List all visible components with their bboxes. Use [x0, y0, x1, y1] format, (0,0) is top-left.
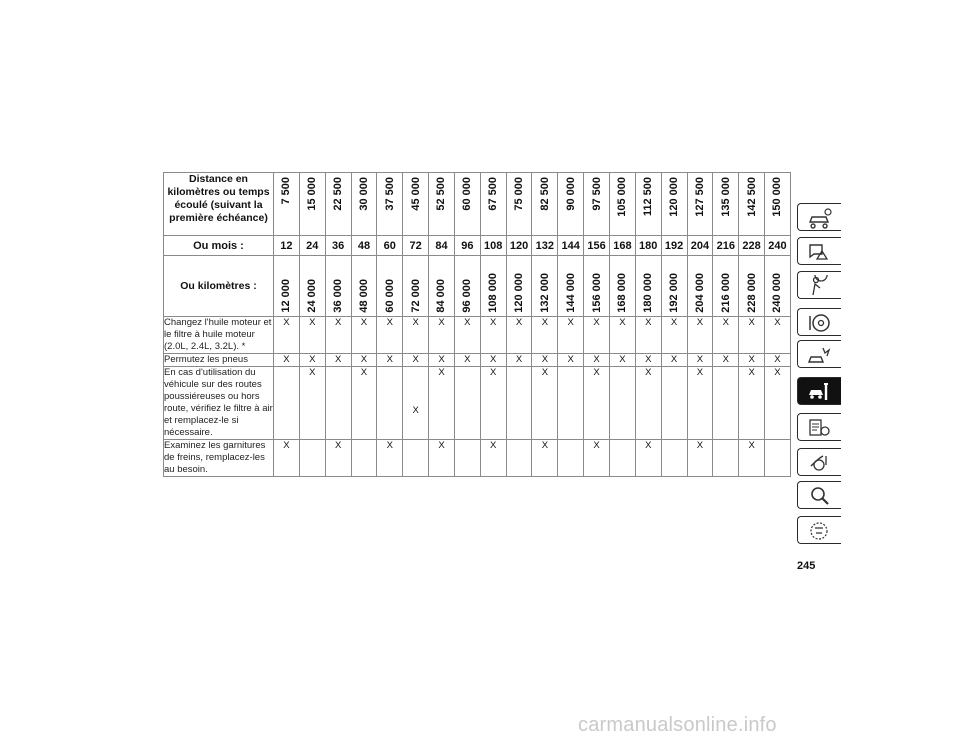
- schedule-mark: X: [765, 317, 791, 354]
- schedule-mark: X: [609, 354, 635, 367]
- schedule-mark: X: [299, 367, 325, 440]
- schedule-mark: X: [429, 317, 455, 354]
- chapter-tab[interactable]: [797, 237, 841, 265]
- month-value: 60: [377, 236, 403, 256]
- distance-value: 37 500: [383, 177, 396, 211]
- distance-value: 15 000: [306, 177, 319, 211]
- schedule-mark: X: [635, 440, 661, 477]
- month-value: 108: [480, 236, 506, 256]
- schedule-mark: [403, 440, 429, 477]
- km-row: [164, 256, 791, 317]
- distance-cell: [429, 173, 455, 236]
- chapter-tab[interactable]: [797, 413, 841, 441]
- month-value: 144: [558, 236, 584, 256]
- schedule-mark: [403, 367, 429, 440]
- chapter-tab[interactable]: [797, 308, 841, 336]
- month-value: 156: [584, 236, 610, 256]
- distance-value: 150 000: [771, 177, 784, 217]
- schedule-mark: X: [532, 317, 558, 354]
- schedule-mark: X: [351, 367, 377, 440]
- watermark: carmanualsonline.info: [578, 714, 777, 736]
- distance-cell: [506, 173, 532, 236]
- distance-value: 120 000: [668, 177, 681, 217]
- schedule-mark: [609, 440, 635, 477]
- km-cell: [325, 256, 351, 317]
- month-value: 36: [325, 236, 351, 256]
- distance-cell: [713, 173, 739, 236]
- car-info-icon: [806, 207, 832, 229]
- distance-value: 22 500: [332, 177, 345, 211]
- schedule-mark: X: [661, 354, 687, 367]
- km-cell: [429, 256, 455, 317]
- schedule-mark: X: [429, 440, 455, 477]
- distance-cell: [687, 173, 713, 236]
- schedule-mark: X: [558, 354, 584, 367]
- schedule-mark: X: [454, 354, 480, 367]
- distance-value: 82 500: [538, 177, 551, 211]
- distance-value: 60 000: [461, 177, 474, 211]
- phone-music-icon: [806, 452, 832, 474]
- distance-cell: [274, 173, 300, 236]
- month-value: 96: [454, 236, 480, 256]
- distance-cell: [377, 173, 403, 236]
- km-cell: [635, 256, 661, 317]
- schedule-mark: X: [325, 317, 351, 354]
- airbag-person-icon: [806, 275, 832, 297]
- chapter-tab[interactable]: [797, 516, 841, 544]
- schedule-mark: [765, 440, 791, 477]
- km-cell: [558, 256, 584, 317]
- month-value: 72: [403, 236, 429, 256]
- distance-cell: [351, 173, 377, 236]
- km-value: 144 000: [564, 273, 577, 313]
- schedule-mark: X: [584, 354, 610, 367]
- km-cell: [274, 256, 300, 317]
- month-value: 168: [609, 236, 635, 256]
- schedule-mark-low: X: [412, 405, 419, 416]
- schedule-mark: [454, 367, 480, 440]
- distance-value: 30 000: [357, 177, 370, 211]
- km-value: 96 000: [461, 279, 474, 313]
- schedule-mark: X: [351, 317, 377, 354]
- month-value: 24: [299, 236, 325, 256]
- schedule-mark: X: [377, 317, 403, 354]
- chapter-tab[interactable]: [797, 481, 841, 509]
- month-value: 120: [506, 236, 532, 256]
- km-cell: [661, 256, 687, 317]
- schedule-mark: X: [299, 354, 325, 367]
- schedule-mark: X: [635, 354, 661, 367]
- schedule-mark: [351, 440, 377, 477]
- car-crash-icon: [806, 344, 832, 366]
- schedule-mark: X: [765, 367, 791, 440]
- km-value: 48 000: [357, 279, 370, 313]
- km-cell: [765, 256, 791, 317]
- km-cell: [351, 256, 377, 317]
- schedule-mark: X: [506, 354, 532, 367]
- km-value: 84 000: [435, 279, 448, 313]
- schedule-mark: [661, 367, 687, 440]
- distance-cell: [454, 173, 480, 236]
- month-value: 192: [661, 236, 687, 256]
- distance-cell: [661, 173, 687, 236]
- table-row: [164, 317, 791, 354]
- schedule-mark: X: [739, 354, 765, 367]
- schedule-mark: X: [351, 354, 377, 367]
- schedule-mark: X: [377, 440, 403, 477]
- schedule-mark: [506, 367, 532, 440]
- month-value: 204: [687, 236, 713, 256]
- schedule-mark: [558, 367, 584, 440]
- schedule-mark: X: [687, 317, 713, 354]
- distance-cell: [299, 173, 325, 236]
- distance-cell: [635, 173, 661, 236]
- month-value: 228: [739, 236, 765, 256]
- distance-value: 127 500: [693, 177, 706, 217]
- month-value: 48: [351, 236, 377, 256]
- km-value: 60 000: [383, 279, 396, 313]
- schedule-mark: X: [661, 317, 687, 354]
- km-value: 108 000: [487, 273, 500, 313]
- specifications-icon: [806, 417, 832, 439]
- km-value: 228 000: [745, 273, 758, 313]
- distance-value: 97 500: [590, 177, 603, 211]
- km-value: 204 000: [693, 273, 706, 313]
- distance-value: 105 000: [616, 177, 629, 217]
- schedule-mark: X: [765, 354, 791, 367]
- schedule-mark: X: [480, 354, 506, 367]
- task-description: Examinez les garnitures de freins, remplacez-les au besoin.: [164, 440, 274, 477]
- distance-value: 75 000: [513, 177, 526, 211]
- schedule-mark: X: [532, 354, 558, 367]
- km-cell: [299, 256, 325, 317]
- schedule-mark: X: [274, 440, 300, 477]
- schedule-mark: X: [687, 440, 713, 477]
- months-label: Ou mois :: [164, 236, 274, 256]
- task-description: En cas d'utilisation du véhicule sur des routes poussiéreuses ou hors route, vérifiez le filtre à air et remplacez-le si nécessaire.: [164, 367, 273, 438]
- schedule-mark: X: [687, 354, 713, 367]
- chapter-tab[interactable]: [797, 448, 841, 476]
- month-value: 132: [532, 236, 558, 256]
- km-value: 24 000: [306, 279, 319, 313]
- month-value: 216: [713, 236, 739, 256]
- table-row: [164, 367, 791, 440]
- schedule-mark: [661, 440, 687, 477]
- km-cell: [480, 256, 506, 317]
- schedule-mark: [377, 367, 403, 440]
- schedule-mark: [274, 367, 300, 440]
- page-number: 245: [797, 560, 816, 572]
- distance-cell: [558, 173, 584, 236]
- months-row: [164, 236, 791, 256]
- schedule-mark: X: [403, 317, 429, 354]
- distance-value: 112 500: [642, 177, 655, 217]
- maintenance-schedule-table: [163, 172, 791, 477]
- distance-value: 52 500: [435, 177, 448, 211]
- km-value: 156 000: [590, 273, 603, 313]
- schedule-mark: X: [429, 354, 455, 367]
- table-row: [164, 354, 791, 367]
- schedule-mark: X: [429, 367, 455, 440]
- distance-value: 135 000: [719, 177, 732, 217]
- schedule-mark: X: [532, 440, 558, 477]
- distance-cell: [403, 173, 429, 236]
- km-cell: [506, 256, 532, 317]
- km-cell: [713, 256, 739, 317]
- distance-header-row: [164, 173, 791, 236]
- km-value: 192 000: [668, 273, 681, 313]
- distance-cell: [739, 173, 765, 236]
- schedule-mark: X: [274, 317, 300, 354]
- schedule-mark: [325, 367, 351, 440]
- schedule-mark: X: [480, 440, 506, 477]
- task-description: Permutez les pneus: [164, 354, 274, 367]
- schedule-mark: X: [739, 440, 765, 477]
- distance-cell: [325, 173, 351, 236]
- month-value: 12: [274, 236, 300, 256]
- schedule-mark: X: [274, 354, 300, 367]
- distance-value: 45 000: [409, 177, 422, 211]
- chapter-tab[interactable]: [797, 203, 841, 231]
- distance-value: 67 500: [487, 177, 500, 211]
- schedule-mark: [713, 367, 739, 440]
- schedule-mark: [299, 440, 325, 477]
- schedule-mark: X: [454, 317, 480, 354]
- schedule-mark: [609, 367, 635, 440]
- distance-header-label: Distance en kilomètres ou temps écoulé (suivant la première échéance): [164, 173, 274, 236]
- schedule-mark: X: [299, 317, 325, 354]
- car-wrench-icon: [806, 381, 832, 403]
- schedule-mark: X: [635, 367, 661, 440]
- distance-value: 90 000: [564, 177, 577, 211]
- km-cell: [377, 256, 403, 317]
- schedule-mark: [454, 440, 480, 477]
- km-cell: [403, 256, 429, 317]
- schedule-mark: [713, 440, 739, 477]
- km-cell: [454, 256, 480, 317]
- km-cell: [687, 256, 713, 317]
- schedule-mark: X: [506, 317, 532, 354]
- table-row: [164, 440, 791, 477]
- distance-value: 7 500: [280, 177, 293, 205]
- schedule-mark: X: [377, 354, 403, 367]
- distance-cell: [609, 173, 635, 236]
- magnifier-icon: [806, 485, 832, 507]
- km-value: 216 000: [719, 273, 732, 313]
- chapter-tab[interactable]: [797, 340, 841, 368]
- schedule-mark: X: [558, 317, 584, 354]
- schedule-mark: X: [584, 317, 610, 354]
- km-value: 120 000: [513, 273, 526, 313]
- km-value: 72 000: [409, 279, 422, 313]
- chapter-tab[interactable]: [797, 377, 841, 405]
- warning-message-icon: [806, 241, 832, 263]
- km-cell: [609, 256, 635, 317]
- schedule-mark: X: [325, 354, 351, 367]
- schedule-mark: X: [635, 317, 661, 354]
- schedule-mark: [506, 440, 532, 477]
- month-value: 240: [765, 236, 791, 256]
- km-value: 180 000: [642, 273, 655, 313]
- maintenance-rows: [164, 317, 791, 477]
- language-icon: [806, 520, 832, 542]
- distance-value: 142 500: [745, 177, 758, 217]
- chapter-tab[interactable]: [797, 271, 841, 299]
- schedule-mark: X: [687, 367, 713, 440]
- km-value: 168 000: [616, 273, 629, 313]
- km-value: 36 000: [332, 279, 345, 313]
- schedule-mark: [558, 440, 584, 477]
- schedule-mark: X: [325, 440, 351, 477]
- schedule-mark: X: [584, 440, 610, 477]
- schedule-mark: X: [609, 317, 635, 354]
- distance-cell: [584, 173, 610, 236]
- schedule-mark-top: [403, 367, 428, 379]
- month-value: 84: [429, 236, 455, 256]
- km-value: 240 000: [771, 273, 784, 313]
- steering-wheel-icon: [806, 312, 832, 334]
- schedule-mark: X: [480, 317, 506, 354]
- schedule-mark: X: [713, 317, 739, 354]
- km-cell: [584, 256, 610, 317]
- km-value: 132 000: [538, 273, 551, 313]
- km-value: 12 000: [280, 279, 293, 313]
- km-label: Ou kilomètres :: [164, 256, 274, 317]
- schedule-mark: X: [713, 354, 739, 367]
- distance-cell: [532, 173, 558, 236]
- km-cell: [532, 256, 558, 317]
- schedule-mark: X: [480, 367, 506, 440]
- km-cell: [739, 256, 765, 317]
- distance-cell: [765, 173, 791, 236]
- schedule-mark: X: [584, 367, 610, 440]
- month-value: 180: [635, 236, 661, 256]
- schedule-mark: X: [403, 354, 429, 367]
- schedule-mark: X: [532, 367, 558, 440]
- schedule-mark: X: [739, 367, 765, 440]
- schedule-mark: X: [739, 317, 765, 354]
- task-description: Changez l'huile moteur et le filtre à huile moteur (2.0L, 2.4L, 3.2L). *: [164, 317, 274, 354]
- distance-cell: [480, 173, 506, 236]
